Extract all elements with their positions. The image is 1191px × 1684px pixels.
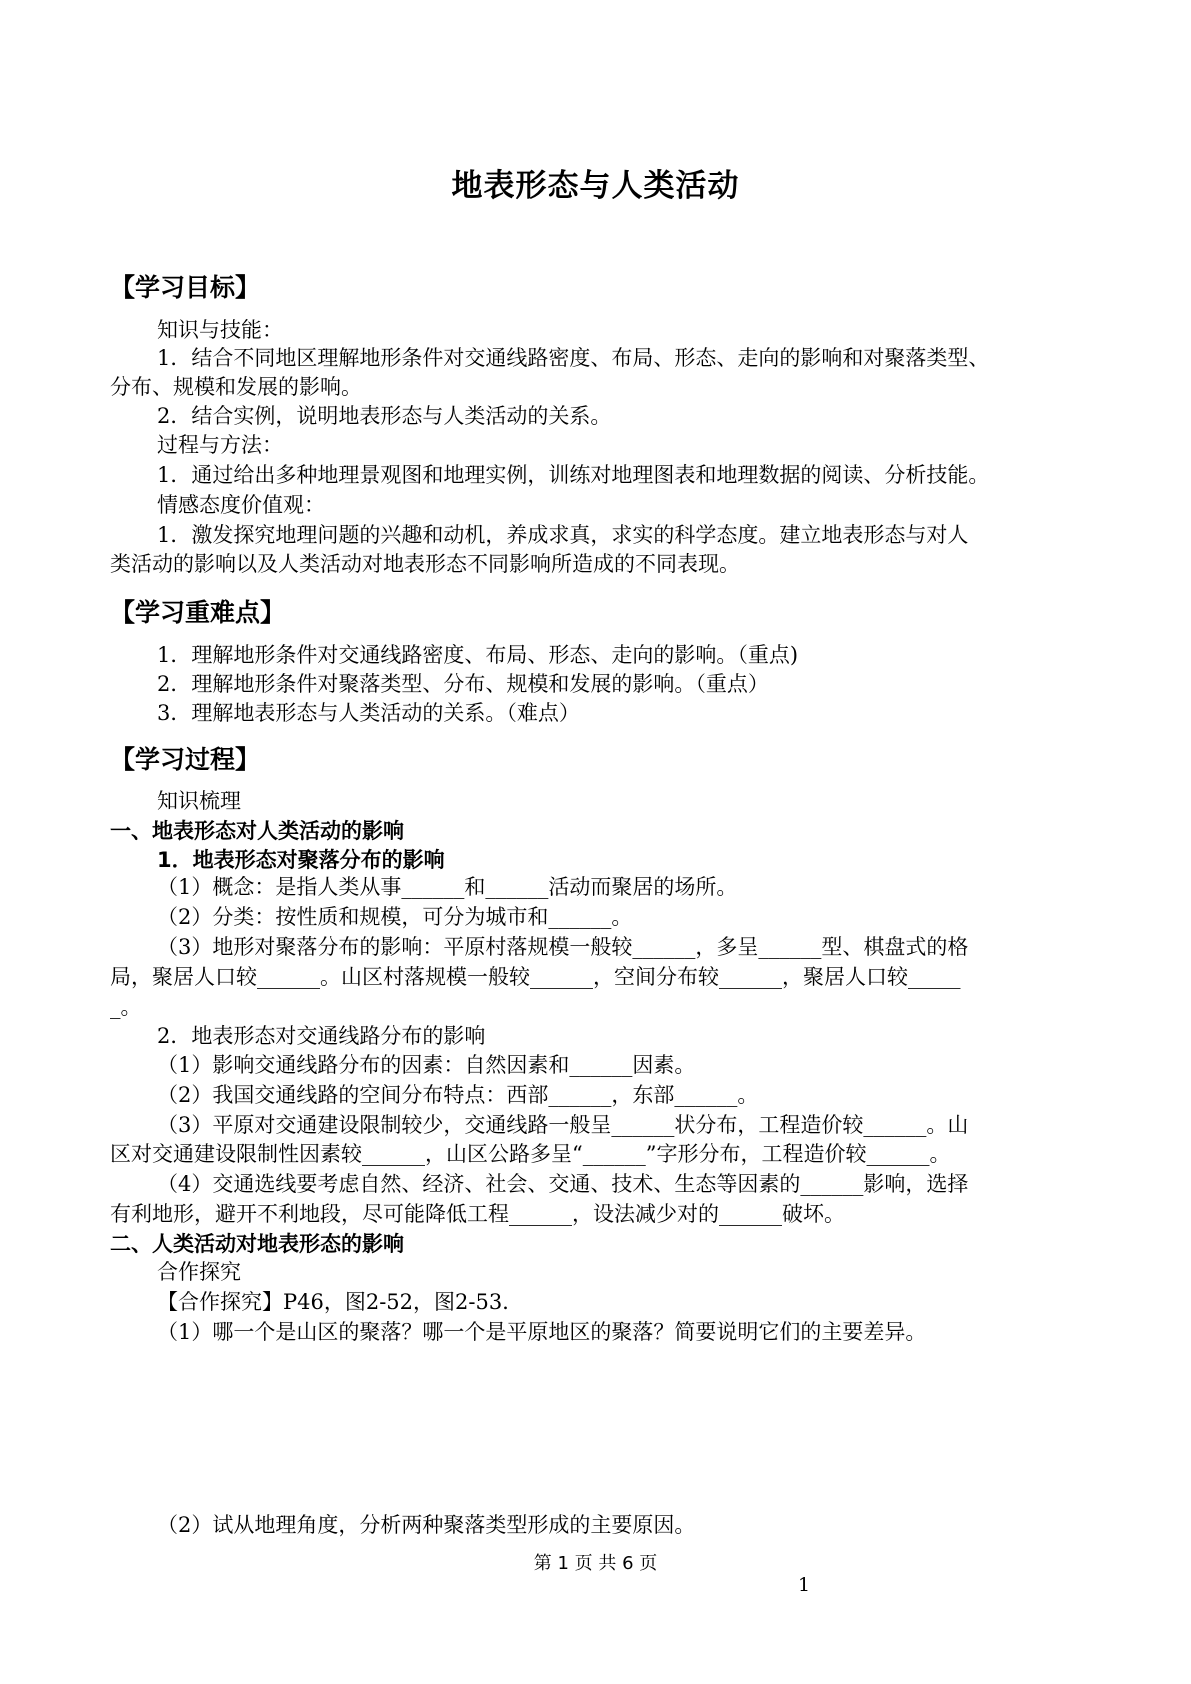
subsection-2-title: 2．地表形态对交通线路分布的影响 [157, 1024, 486, 1048]
question-1: （1）哪一个是山区的聚落？哪一个是平原地区的聚落？简要说明它们的主要差异。 [157, 1320, 927, 1344]
s1-item-3a: （3）地形对聚落分布的影响：平原村落规模一般较______，多呈______型、棋盘式的格 [157, 935, 969, 959]
keypoint-item: 1．理解地形条件对交通线路密度、布局、形态、走向的影响。（重点) [157, 643, 799, 667]
s1-item-3b: 局，聚居人口较______。山区村落规模一般较______，空间分布较______，聚居人口较_____ [110, 965, 961, 989]
s2-item-4a: （4）交通选线要考虑自然、经济、社会、交通、技术、生态等因素的______影响，选择 [157, 1172, 969, 1196]
knowledge-label: 知识与技能： [157, 318, 283, 342]
s2-item-2: （2）我国交通线路的空间分布特点：西部______，东部______。 [157, 1083, 759, 1107]
emotion-item-1a: 1．激发探究地理问题的兴趣和动机，养成求真，求实的科学态度。建立地表形态与对人 [157, 523, 969, 547]
part1-title: 一、地表形态对人类活动的影响 [110, 819, 404, 843]
knowledge-sort-label: 知识梳理 [157, 789, 241, 813]
knowledge-item-1b: 分布、规模和发展的影响。 [110, 375, 362, 399]
s2-item-4b: 有利地形，避开不利地段，尽可能降低工程______，设法减少对的______破坏。 [110, 1202, 845, 1226]
s1-item-3c: _。 [110, 995, 142, 1019]
s2-item-3b: 区对交通建设限制性因素较______，山区公路多呈“______”字形分布，工程造价较______。 [110, 1142, 951, 1166]
process-item-1: 1．通过给出多种地理景观图和地理实例，训练对地理图表和地理数据的阅读、分析技能。 [157, 463, 990, 487]
emotion-item-1b: 类活动的影响以及人类活动对地表形态不同影响所造成的不同表现。 [110, 552, 740, 576]
knowledge-item-2: 2．结合实例，说明地表形态与人类活动的关系。 [157, 404, 612, 428]
section-heading-process: 【学习过程】 [110, 745, 261, 774]
section-heading-objectives: 【学习目标】 [110, 273, 261, 302]
process-label: 过程与方法： [157, 433, 283, 457]
s2-item-1: （1）影响交通线路分布的因素：自然因素和______因素。 [157, 1053, 696, 1077]
cooperation-reference: 【合作探究】P46，图2-52，图2-53． [157, 1290, 524, 1314]
section-heading-keypoints: 【学习重难点】 [110, 598, 286, 627]
page-info-footer: 第 1 页 共 6 页 [533, 1553, 658, 1574]
keypoint-item: 2．理解地形条件对聚落类型、分布、规模和发展的影响。（重点） [157, 672, 769, 696]
question-2: （2）试从地理角度，分析两种聚落类型形成的主要原因。 [157, 1513, 696, 1537]
emotion-label: 情感态度价值观： [157, 493, 325, 517]
page-number: 1 [798, 1574, 811, 1596]
part2-title: 二、人类活动对地表形态的影响 [110, 1232, 404, 1256]
s1-item-2: （2）分类：按性质和规模，可分为城市和______。 [157, 905, 633, 929]
document-title: 地表形态与人类活动 [451, 168, 740, 204]
s2-item-3a: （3）平原对交通建设限制较少，交通线路一般呈______状分布，工程造价较______。山 [157, 1113, 969, 1137]
knowledge-item-1a: 1．结合不同地区理解地形条件对交通线路密度、布局、形态、走向的影响和对聚落类型、 [157, 346, 990, 370]
subsection-1-title: 1．地表形态对聚落分布的影响 [157, 848, 445, 872]
s1-item-1: （1）概念：是指人类从事______和______活动而聚居的场所。 [157, 875, 738, 899]
cooperation-label: 合作探究 [157, 1260, 241, 1284]
keypoint-item: 3．理解地表形态与人类活动的关系。（难点） [157, 701, 580, 725]
